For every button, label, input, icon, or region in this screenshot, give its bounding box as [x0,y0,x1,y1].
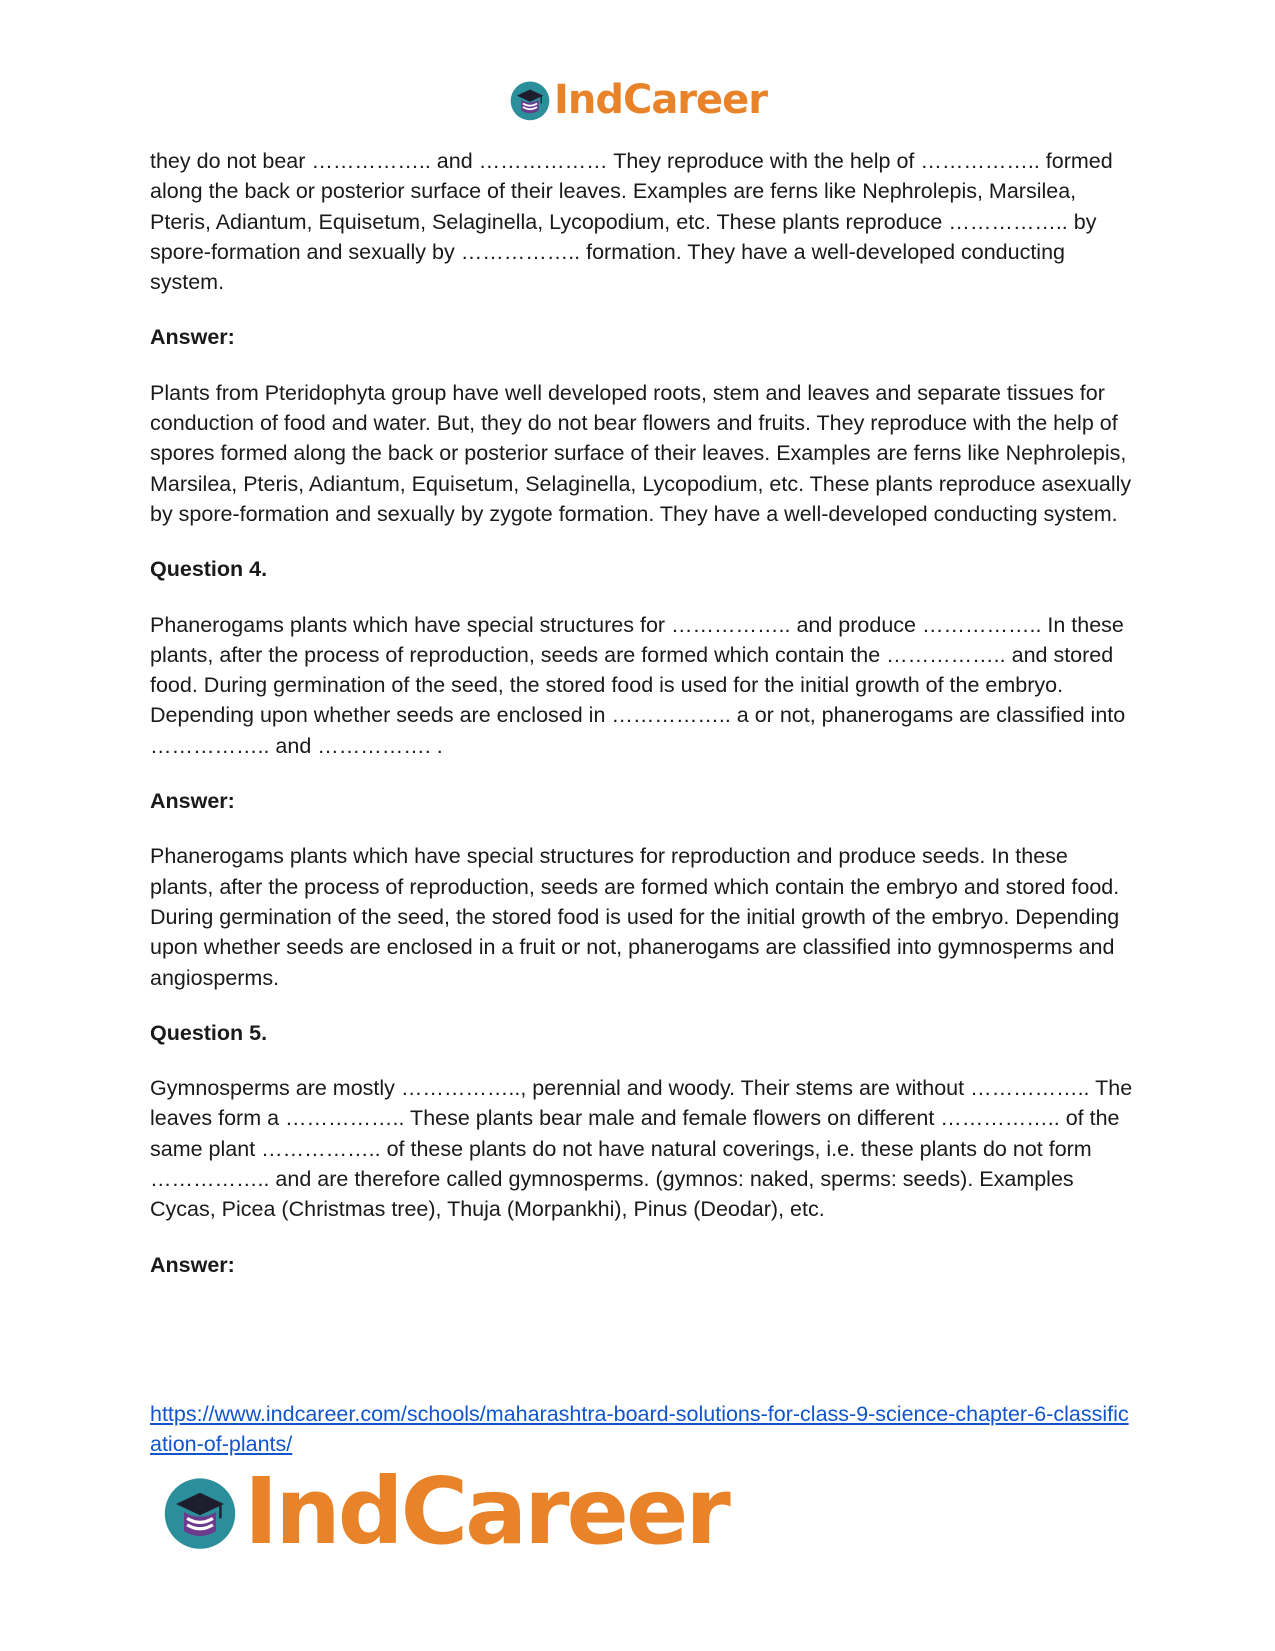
question-text: Gymnosperms are mostly …………….., perennial and woody. Their stems are without …………….. The leaves form a …………….. These plants bear male and female flowers on different …………….. of the same plant …………….. of these plants do not have natural coverings, i.e. these plants do not form …………….. and are therefore called gymnosperms. (gymnos: naked, sperms: seeds). Examples Cycas, Picea (Christmas tree), Thuja (Morpankhi), Pinus (Deodar), etc. [150,1076,1133,1222]
question-label: Question 5. [150,1020,268,1045]
graduation-cap-book-icon [508,78,552,122]
answer-text: Plants from Pteridophyta group have well developed roots, stem and leaves and separate tissues for conduction of food and water. But, they do not bear flowers and fruits. They reproduce with the help of spores formed along the back or posterior surface of their leaves. Examples are ferns like Nephrolepis, Marsilea, Pteris, Adiantum, Equisetum, Selaginella, Lycopodium, etc. These plants reproduce asexually by spore-formation and sexually by zygote formation. They have a well-developed conducting system. [150,380,1132,526]
header-logo [0,78,1275,122]
question-label: Question 4. [150,557,268,582]
answer-label: Answer: [150,325,235,350]
source-link[interactable]: https://www.indcareer.com/schools/maharashtra-board-solutions-for-class-9-science-chapter-6-classification-of-plants/ [150,1402,1129,1457]
footer-logo [160,1458,728,1565]
answer-text: Phanerogams plants which have special structures for reproduction and produce seeds. In these plants, after the process of reproduction, seeds are formed which contain the embryo and stored food. During germination of the seed, the stored food is used for the initial growth of the embryo. Depending upon whether seeds are enclosed in a fruit or not, phanerogams are classified into gymnosperms and angiosperms. [150,844,1120,990]
graduation-cap-book-icon [160,1472,240,1552]
answer-label: Answer: [150,789,235,814]
logo-text: IndCareer [244,1458,728,1565]
question-text: Phanerogams plants which have special structures for …………….. and produce …………….. In these plants, after the process of reproduction, seeds are formed which contain the …………….. and stored food. During germination of the seed, the stored food is used for the initial growth of the embryo. Depending upon whether seeds are enclosed in …………….. a or not, phanerogams are classified into …………….. and ……………. . [150,612,1126,758]
question-text: they do not bear …………….. and ……………… They reproduce with the help of …………….. formed along the back or posterior surface of their leaves. Examples are ferns like Nephrolepis, Marsilea, Pteris, Adiantum, Equisetum, Selaginella, Lycopodium, etc. These plants reproduce …………….. by spore-formation and sexually by …………….. formation. They have a well-developed conducting system. [150,149,1113,295]
document-body [150,146,1135,1305]
logo-text: IndCareer [553,77,768,123]
answer-label: Answer: [150,1252,235,1277]
